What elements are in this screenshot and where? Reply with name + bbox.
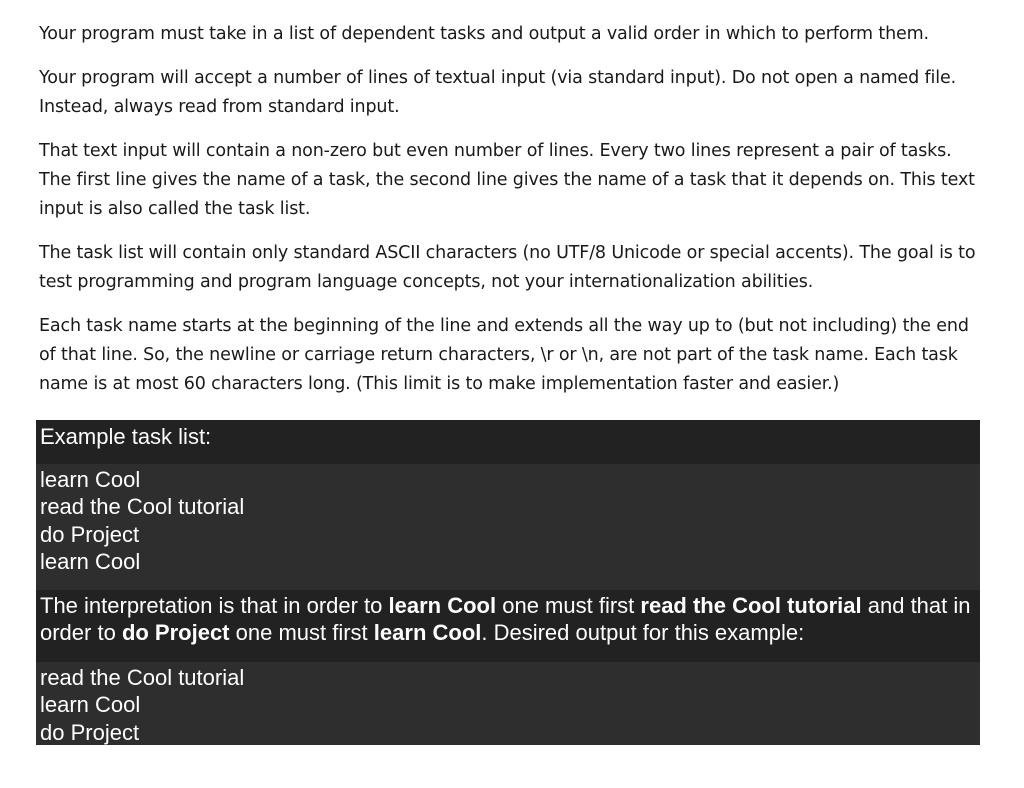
interp-text: . Desired output for this example: — [481, 620, 805, 645]
interp-bold: do Project — [121, 620, 230, 645]
example-line: do Project — [40, 521, 140, 547]
interp-text: The interpretation is that in order to — [40, 593, 389, 618]
interp-bold: read the Cool tutorial — [640, 593, 862, 618]
interp-text: one must first — [496, 593, 641, 618]
interp-bold: learn Cool — [388, 593, 497, 618]
interp-text: one must first — [229, 620, 374, 645]
paragraph-task-names: Each task name starts at the beginning of the line and extends all the way up to (but not including) the end of that line. So, the newline or carriage return characters, \r or \n, are not part of the task name. Each task name is at most 60 characters long. (This limit is to make implementation faster and easier.) — [39, 316, 969, 394]
example-line: read the Cool tutorial — [40, 494, 245, 520]
paragraph-format: That text input will contain a non-zero but even number of lines. Every two lines represent a pair of tasks. The first line gives the name of a task, the second line gives the name of a task that it depends on. This text input is also called the task list. — [39, 141, 975, 219]
interp-text: and that in order to — [40, 593, 971, 645]
problem-description — [39, 20, 989, 414]
example-task-list — [36, 464, 980, 590]
output-line: learn Cool — [40, 692, 141, 718]
output-line: do Project — [40, 719, 140, 745]
paragraph-intro: Your program must take in a list of dependent tasks and output a valid order in which to perform them. — [39, 24, 929, 44]
example-line: learn Cool — [40, 467, 141, 492]
output-line: read the Cool tutorial — [40, 665, 245, 690]
desired-output — [36, 662, 980, 745]
interpretation-text — [36, 590, 980, 662]
paragraph-input: Your program will accept a number of lines of textual input (via standard input). Do not open a named file. Instead, always read from standard input. — [39, 68, 956, 117]
interp-bold: learn Cool — [373, 620, 482, 645]
example-label: Example task list: — [36, 420, 980, 464]
example-block — [36, 420, 980, 745]
example-line: learn Cool — [40, 548, 141, 574]
paragraph-charset: The task list will contain only standard ASCII characters (no UTF/8 Unicode or special accents). The goal is to test programming and program language concepts, not your internationalization abilities. — [39, 243, 976, 292]
